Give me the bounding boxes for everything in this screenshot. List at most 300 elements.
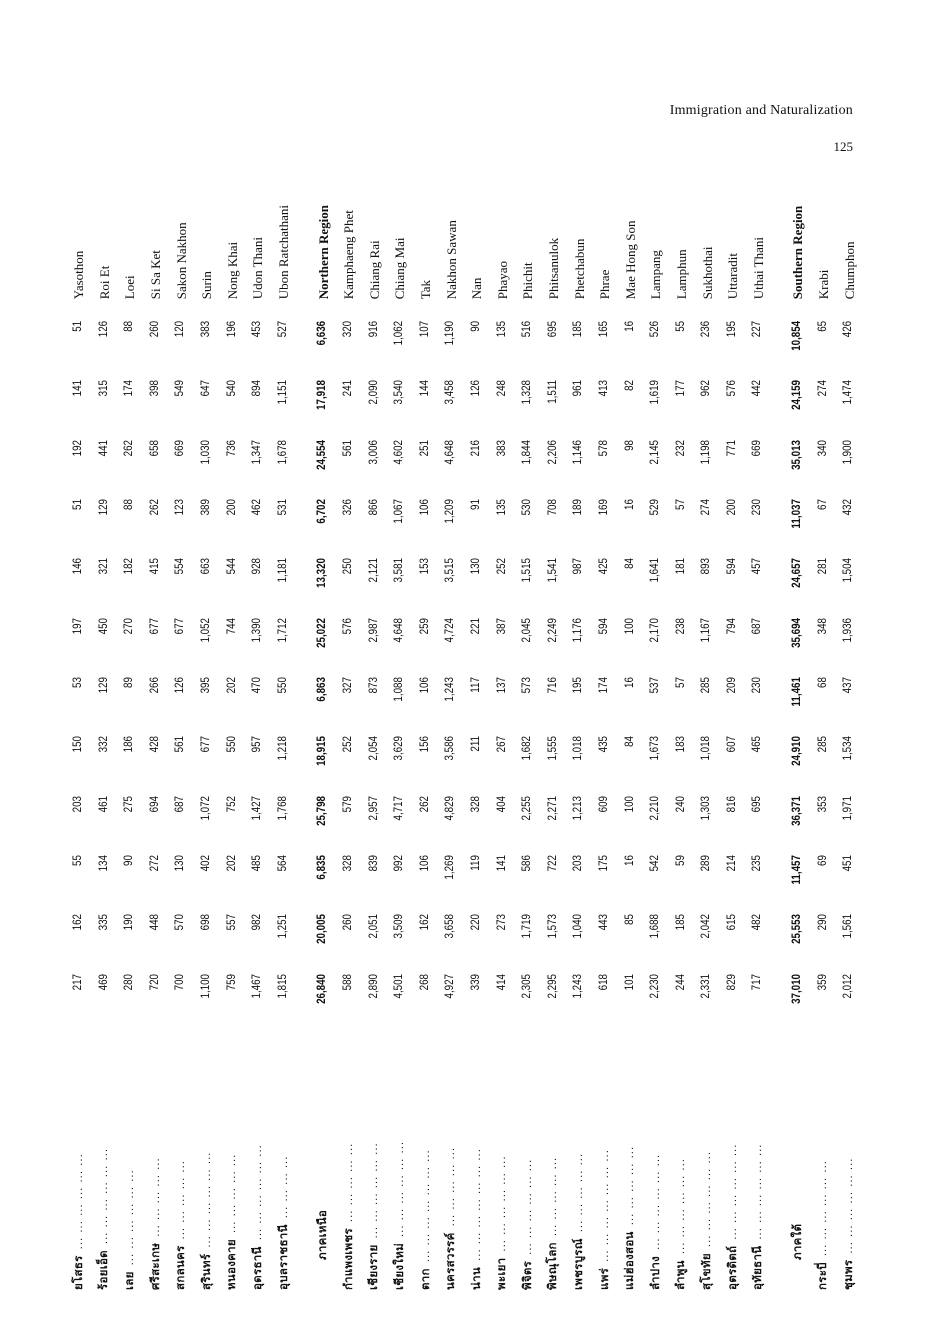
value-cell: 1,181 xyxy=(276,558,289,583)
value-cell: 2,206 xyxy=(546,439,559,465)
value-cell: 1,971 xyxy=(842,795,855,821)
value-cell: 1,100 xyxy=(200,973,213,999)
thai-province-name xyxy=(669,1030,695,1290)
leader-dots: ... ... ... ... ... ... xyxy=(252,1144,264,1241)
value-cell: 453 xyxy=(251,320,264,337)
value-cell: 55 xyxy=(72,855,85,866)
value-cell: 120 xyxy=(174,320,187,337)
value-cell: 327 xyxy=(341,677,354,694)
value-cell: 11,037 xyxy=(791,498,804,529)
leader-dots: ... ... ... ... ... ... xyxy=(844,1157,856,1254)
value-cell: 3,658 xyxy=(444,914,457,939)
value-cell: 554 xyxy=(174,558,187,575)
thai-label: ชุมพร xyxy=(841,1259,856,1290)
table-row xyxy=(271,205,297,1290)
thai-province-name xyxy=(811,1030,837,1290)
value-cell: 1,328 xyxy=(521,380,534,405)
english-province-name: Sukhothai xyxy=(699,246,715,300)
value-cell: 185 xyxy=(572,320,585,337)
value-cell: 1,682 xyxy=(521,736,534,761)
value-cell: 1,555 xyxy=(546,736,559,761)
value-cell: 1,088 xyxy=(393,677,406,702)
value-cell: 16 xyxy=(623,677,636,688)
value-cell: 987 xyxy=(572,558,585,575)
thai-label: ร้อยเอ็ด xyxy=(96,1250,111,1290)
value-cell: 285 xyxy=(700,677,713,694)
value-cell: 442 xyxy=(751,380,764,397)
thai-province-name xyxy=(362,1030,388,1290)
value-cell: 106 xyxy=(418,855,431,872)
value-cell: 53 xyxy=(72,677,85,688)
value-cell: 25,553 xyxy=(791,914,804,945)
table-row xyxy=(643,205,669,1290)
value-cell: 866 xyxy=(367,498,380,516)
value-cell: 273 xyxy=(495,914,508,931)
row-spacer xyxy=(296,205,310,1290)
value-cell: 315 xyxy=(97,380,110,397)
thai-label: ลำปาง xyxy=(647,1255,662,1290)
value-cell: 450 xyxy=(97,617,110,634)
value-cell: 1,040 xyxy=(572,914,585,939)
leader-dots: ... ... ... ... ... ... xyxy=(702,1150,714,1248)
value-cell: 123 xyxy=(174,498,187,516)
value-cell: 794 xyxy=(725,617,738,634)
value-cell: 107 xyxy=(418,320,431,337)
english-province-name: Tak xyxy=(418,279,434,300)
value-cell: 1,844 xyxy=(521,439,534,465)
value-cell: 106 xyxy=(418,677,431,694)
value-cell: 916 xyxy=(367,320,380,337)
value-cell: 150 xyxy=(72,736,85,753)
value-cell: 24,554 xyxy=(316,439,329,470)
value-cell: 321 xyxy=(97,558,110,575)
value-cell: 588 xyxy=(341,973,354,991)
leader-dots: ... ... ... ... ... ... xyxy=(727,1143,739,1240)
value-cell: 51 xyxy=(72,498,85,510)
value-cell: 448 xyxy=(148,914,161,931)
value-cell: 17,918 xyxy=(316,380,329,411)
value-cell: 117 xyxy=(469,677,482,693)
value-cell: 414 xyxy=(495,973,508,991)
value-cell: 2,305 xyxy=(521,973,534,999)
english-province-name: Northern Region xyxy=(315,205,331,300)
value-cell: 426 xyxy=(842,320,855,337)
leader-dots: ... ... ... ... ... ... xyxy=(394,1140,406,1238)
value-cell: 1,151 xyxy=(276,380,289,405)
value-cell: 1,688 xyxy=(649,914,662,939)
thai-province-name xyxy=(720,1030,746,1290)
leader-dots: ... ... ... ... ... ... xyxy=(369,1142,381,1239)
value-cell: 165 xyxy=(597,320,610,337)
value-cell: 516 xyxy=(521,320,534,337)
value-cell: 89 xyxy=(123,677,136,688)
thai-label: เลย xyxy=(121,1271,136,1290)
value-cell: 669 xyxy=(751,439,764,456)
value-cell: 174 xyxy=(597,677,610,694)
value-cell: 759 xyxy=(225,973,238,991)
value-cell: 771 xyxy=(725,439,738,456)
value-cell: 359 xyxy=(816,973,829,991)
value-cell: 88 xyxy=(123,498,136,510)
value-cell: 594 xyxy=(597,617,610,634)
english-province-name: Roi Et xyxy=(96,265,112,300)
value-cell: 59 xyxy=(674,855,687,866)
value-cell: 16 xyxy=(623,498,636,510)
value-cell: 281 xyxy=(816,558,829,575)
value-cell: 25,798 xyxy=(316,795,329,826)
table-row xyxy=(220,205,246,1290)
thai-label: หนองคาย xyxy=(224,1239,239,1290)
value-cell: 2,271 xyxy=(546,795,559,821)
value-cell: 594 xyxy=(725,558,738,575)
value-cell: 24,657 xyxy=(791,558,804,589)
value-cell: 36,371 xyxy=(791,795,804,826)
value-cell: 241 xyxy=(341,380,354,397)
value-cell: 11,461 xyxy=(791,677,804,707)
english-province-name: Surin xyxy=(199,271,215,300)
value-cell: 267 xyxy=(495,736,508,753)
thai-label: น่าน xyxy=(468,1266,483,1290)
value-cell: 1,146 xyxy=(572,439,585,465)
value-cell: 230 xyxy=(751,677,764,694)
value-cell: 537 xyxy=(649,677,662,694)
value-cell: 530 xyxy=(521,498,534,516)
value-cell: 564 xyxy=(276,855,289,872)
value-cell: 469 xyxy=(97,973,110,991)
value-cell: 1,176 xyxy=(572,617,585,643)
value-cell: 232 xyxy=(674,439,687,456)
table-row xyxy=(168,205,194,1290)
value-cell: 37,010 xyxy=(791,973,804,1004)
table-row xyxy=(387,205,413,1290)
value-cell: 437 xyxy=(842,677,855,694)
value-cell: 1,303 xyxy=(700,795,713,821)
thai-province-name xyxy=(245,1030,271,1290)
value-cell: 2,042 xyxy=(700,914,713,939)
value-cell: 4,602 xyxy=(393,439,406,465)
value-cell: 2,957 xyxy=(367,795,380,821)
value-cell: 1,347 xyxy=(251,439,264,465)
table-row xyxy=(669,205,695,1290)
table-row xyxy=(413,205,439,1290)
value-cell: 130 xyxy=(469,558,482,575)
english-province-name: Nong Khai xyxy=(224,241,240,300)
value-cell: 457 xyxy=(751,558,764,575)
value-cell: 214 xyxy=(725,855,738,872)
value-cell: 3,006 xyxy=(367,439,380,465)
value-cell: 752 xyxy=(225,795,238,813)
value-cell: 156 xyxy=(418,736,431,753)
value-cell: 1,768 xyxy=(276,795,289,821)
value-cell: 57 xyxy=(674,498,687,510)
english-province-name: Loei xyxy=(122,275,138,300)
value-cell: 1,052 xyxy=(200,617,213,643)
value-cell: 137 xyxy=(495,677,508,694)
value-cell: 2,045 xyxy=(521,617,534,643)
value-cell: 126 xyxy=(174,677,187,694)
value-cell: 578 xyxy=(597,439,610,456)
value-cell: 130 xyxy=(174,855,187,872)
value-cell: 82 xyxy=(623,380,636,392)
value-cell: 428 xyxy=(148,736,161,753)
value-cell: 544 xyxy=(225,558,238,575)
value-cell: 190 xyxy=(123,914,136,931)
value-cell: 203 xyxy=(72,795,85,813)
table-row xyxy=(92,205,118,1290)
value-cell: 4,927 xyxy=(444,973,457,999)
value-cell: 542 xyxy=(649,855,662,872)
value-cell: 285 xyxy=(816,736,829,753)
value-cell: 722 xyxy=(546,855,559,872)
value-cell: 1,018 xyxy=(700,736,713,761)
value-cell: 2,331 xyxy=(700,973,713,999)
leader-dots: ... ... ... ... ... ... xyxy=(522,1158,534,1255)
value-cell: 2,145 xyxy=(649,439,662,465)
value-cell: 708 xyxy=(546,498,559,516)
value-cell: 2,012 xyxy=(842,973,855,999)
value-cell: 211 xyxy=(469,736,482,752)
value-cell: 687 xyxy=(751,617,764,634)
table-row xyxy=(694,205,720,1290)
value-cell: 259 xyxy=(418,617,431,634)
value-cell: 339 xyxy=(469,973,482,991)
value-cell: 663 xyxy=(200,558,213,575)
value-cell: 20,005 xyxy=(316,914,329,945)
value-cell: 129 xyxy=(97,498,110,516)
thai-label: อุบลราชธานี xyxy=(275,1224,290,1290)
value-cell: 573 xyxy=(521,677,534,694)
value-cell: 119 xyxy=(469,855,482,871)
table-row xyxy=(566,205,592,1290)
value-cell: 816 xyxy=(725,795,738,813)
value-cell: 526 xyxy=(649,320,662,337)
value-cell: 4,829 xyxy=(444,795,457,821)
value-cell: 962 xyxy=(700,380,713,397)
thai-province-name xyxy=(92,1030,118,1290)
value-cell: 529 xyxy=(649,498,662,516)
value-cell: 928 xyxy=(251,558,264,575)
thai-label: พะเยา xyxy=(494,1257,509,1290)
value-cell: 395 xyxy=(200,677,213,694)
value-cell: 134 xyxy=(97,855,110,872)
leader-dots: ... ... ... ... ... ... xyxy=(124,1169,136,1266)
value-cell: 4,501 xyxy=(393,973,406,999)
leader-dots: ... ... ... ... ... xyxy=(625,1145,637,1226)
value-cell: 26,840 xyxy=(316,973,329,1004)
value-cell: 720 xyxy=(148,973,161,991)
value-cell: 65 xyxy=(816,320,829,332)
table-row xyxy=(720,205,746,1290)
value-cell: 549 xyxy=(174,380,187,397)
leader-dots: ... ... ... ... ... ... xyxy=(753,1143,765,1240)
value-cell: 250 xyxy=(341,558,354,575)
table-row xyxy=(745,205,771,1290)
value-cell: 2,121 xyxy=(367,558,380,583)
value-cell: 84 xyxy=(623,736,636,748)
leader-dots: ... ... ... ... ... xyxy=(574,1152,586,1233)
value-cell: 175 xyxy=(597,855,610,872)
value-cell: 162 xyxy=(418,914,431,931)
english-province-name: Phetchabun xyxy=(571,238,587,300)
value-cell: 252 xyxy=(495,558,508,575)
value-cell: 200 xyxy=(725,498,738,516)
value-cell: 91 xyxy=(469,498,482,510)
value-cell: 461 xyxy=(97,795,110,813)
table-row xyxy=(811,205,837,1290)
value-cell: 2,890 xyxy=(367,973,380,999)
value-cell: 195 xyxy=(725,320,738,337)
value-cell: 647 xyxy=(200,380,213,397)
value-cell: 200 xyxy=(225,498,238,516)
value-cell: 24,159 xyxy=(791,380,804,411)
value-cell: 1,673 xyxy=(649,736,662,761)
english-province-name: Uthai Thani xyxy=(750,237,766,300)
english-province-name: Phayao xyxy=(494,260,510,300)
thai-label: เชียงราย xyxy=(366,1244,381,1290)
value-cell: 221 xyxy=(469,617,482,634)
thai-label: กำแพงเพชร xyxy=(340,1228,355,1290)
value-cell: 2,090 xyxy=(367,380,380,405)
value-cell: 425 xyxy=(597,558,610,575)
value-cell: 4,717 xyxy=(393,795,406,821)
value-cell: 465 xyxy=(751,736,764,753)
value-cell: 217 xyxy=(72,973,85,991)
value-cell: 146 xyxy=(72,558,85,575)
value-cell: 262 xyxy=(123,439,136,456)
value-cell: 695 xyxy=(751,795,764,813)
value-cell: 2,051 xyxy=(367,914,380,939)
value-cell: 185 xyxy=(674,914,687,931)
value-cell: 2,230 xyxy=(649,973,662,999)
value-cell: 290 xyxy=(816,914,829,931)
value-cell: 141 xyxy=(72,380,85,397)
value-cell: 262 xyxy=(148,498,161,516)
value-cell: 451 xyxy=(842,855,855,872)
thai-province-name xyxy=(617,1030,643,1290)
value-cell: 6,835 xyxy=(316,855,329,880)
thai-label: สุรินทร์ xyxy=(198,1253,213,1290)
english-province-name: Lampang xyxy=(648,250,664,300)
value-cell: 3,458 xyxy=(444,380,457,405)
value-cell: 6,702 xyxy=(316,498,329,524)
value-cell: 1,573 xyxy=(546,914,559,939)
value-cell: 413 xyxy=(597,380,610,397)
value-cell: 320 xyxy=(341,320,354,337)
value-cell: 1,515 xyxy=(521,558,534,583)
statistics-table xyxy=(66,205,862,1290)
value-cell: 326 xyxy=(341,498,354,516)
value-cell: 192 xyxy=(72,439,85,456)
value-cell: 55 xyxy=(674,320,687,332)
leader-dots: ... ... ... ... ... ... ... xyxy=(599,1149,611,1262)
value-cell: 260 xyxy=(341,914,354,931)
table-row xyxy=(836,205,862,1290)
value-cell: 135 xyxy=(495,320,508,337)
value-cell: 615 xyxy=(725,914,738,931)
english-province-name: Sakon Nakhon xyxy=(173,222,189,300)
table-row xyxy=(464,205,490,1290)
value-cell: 289 xyxy=(700,855,713,872)
value-cell: 2,210 xyxy=(649,795,662,821)
value-cell: 328 xyxy=(469,795,482,813)
value-cell: 736 xyxy=(225,439,238,456)
value-cell: 698 xyxy=(200,914,213,931)
spacer-cell xyxy=(296,205,310,1290)
value-cell: 2,255 xyxy=(521,795,534,821)
value-cell: 195 xyxy=(572,677,585,694)
value-cell: 1,213 xyxy=(572,795,585,821)
value-cell: 90 xyxy=(123,855,136,866)
value-cell: 85 xyxy=(623,914,636,926)
table-row xyxy=(143,205,169,1290)
value-cell: 186 xyxy=(123,736,136,753)
table-row xyxy=(438,205,464,1290)
value-cell: 260 xyxy=(148,320,161,337)
table-row xyxy=(490,205,516,1290)
value-cell: 561 xyxy=(341,439,354,456)
english-province-name: Si Sa Ket xyxy=(148,250,164,300)
value-cell: 129 xyxy=(97,677,110,694)
value-cell: 51 xyxy=(72,320,85,332)
value-cell: 402 xyxy=(200,855,213,872)
thai-province-name xyxy=(515,1030,541,1290)
page-number: 125 xyxy=(833,139,853,154)
value-cell: 262 xyxy=(418,795,431,813)
value-cell: 332 xyxy=(97,736,110,753)
value-cell: 1,062 xyxy=(393,320,406,346)
thai-label: เชียงใหม่ xyxy=(391,1243,406,1290)
table-row xyxy=(66,205,92,1290)
running-head: Immigration and Naturalization xyxy=(669,103,853,118)
value-cell: 1,209 xyxy=(444,498,457,524)
thai-label: แม่ฮ่องสอน xyxy=(622,1231,637,1290)
value-cell: 90 xyxy=(469,320,482,332)
value-cell: 531 xyxy=(276,498,289,516)
thai-province-name xyxy=(387,1030,413,1290)
value-cell: 716 xyxy=(546,677,559,694)
value-cell: 1,474 xyxy=(842,380,855,405)
value-cell: 677 xyxy=(200,736,213,753)
value-cell: 992 xyxy=(393,855,406,872)
value-cell: 202 xyxy=(225,677,238,694)
value-cell: 6,863 xyxy=(316,677,329,702)
value-cell: 3,509 xyxy=(393,914,406,939)
value-cell: 586 xyxy=(521,855,534,872)
value-cell: 252 xyxy=(341,736,354,753)
thai-label: สุโขทัย xyxy=(699,1253,714,1290)
value-cell: 220 xyxy=(469,914,482,931)
value-cell: 829 xyxy=(725,973,738,991)
value-cell: 236 xyxy=(700,320,713,337)
table-row xyxy=(541,205,567,1290)
thai-province-name xyxy=(220,1030,246,1290)
table-row xyxy=(336,205,362,1290)
value-cell: 68 xyxy=(816,677,829,688)
value-cell: 3,540 xyxy=(393,380,406,405)
value-cell: 57 xyxy=(674,677,687,688)
value-cell: 2,170 xyxy=(649,617,662,643)
value-cell: 1,534 xyxy=(842,736,855,761)
value-cell: 174 xyxy=(123,380,136,397)
english-province-name: Phrae xyxy=(597,269,613,300)
value-cell: 570 xyxy=(174,914,187,931)
thai-province-name xyxy=(566,1030,592,1290)
thai-label: อุทัยธานี xyxy=(750,1245,765,1290)
value-cell: 1,067 xyxy=(393,498,406,524)
value-cell: 432 xyxy=(842,498,855,516)
spacer-cell xyxy=(771,205,785,1290)
value-cell: 1,072 xyxy=(200,795,213,821)
